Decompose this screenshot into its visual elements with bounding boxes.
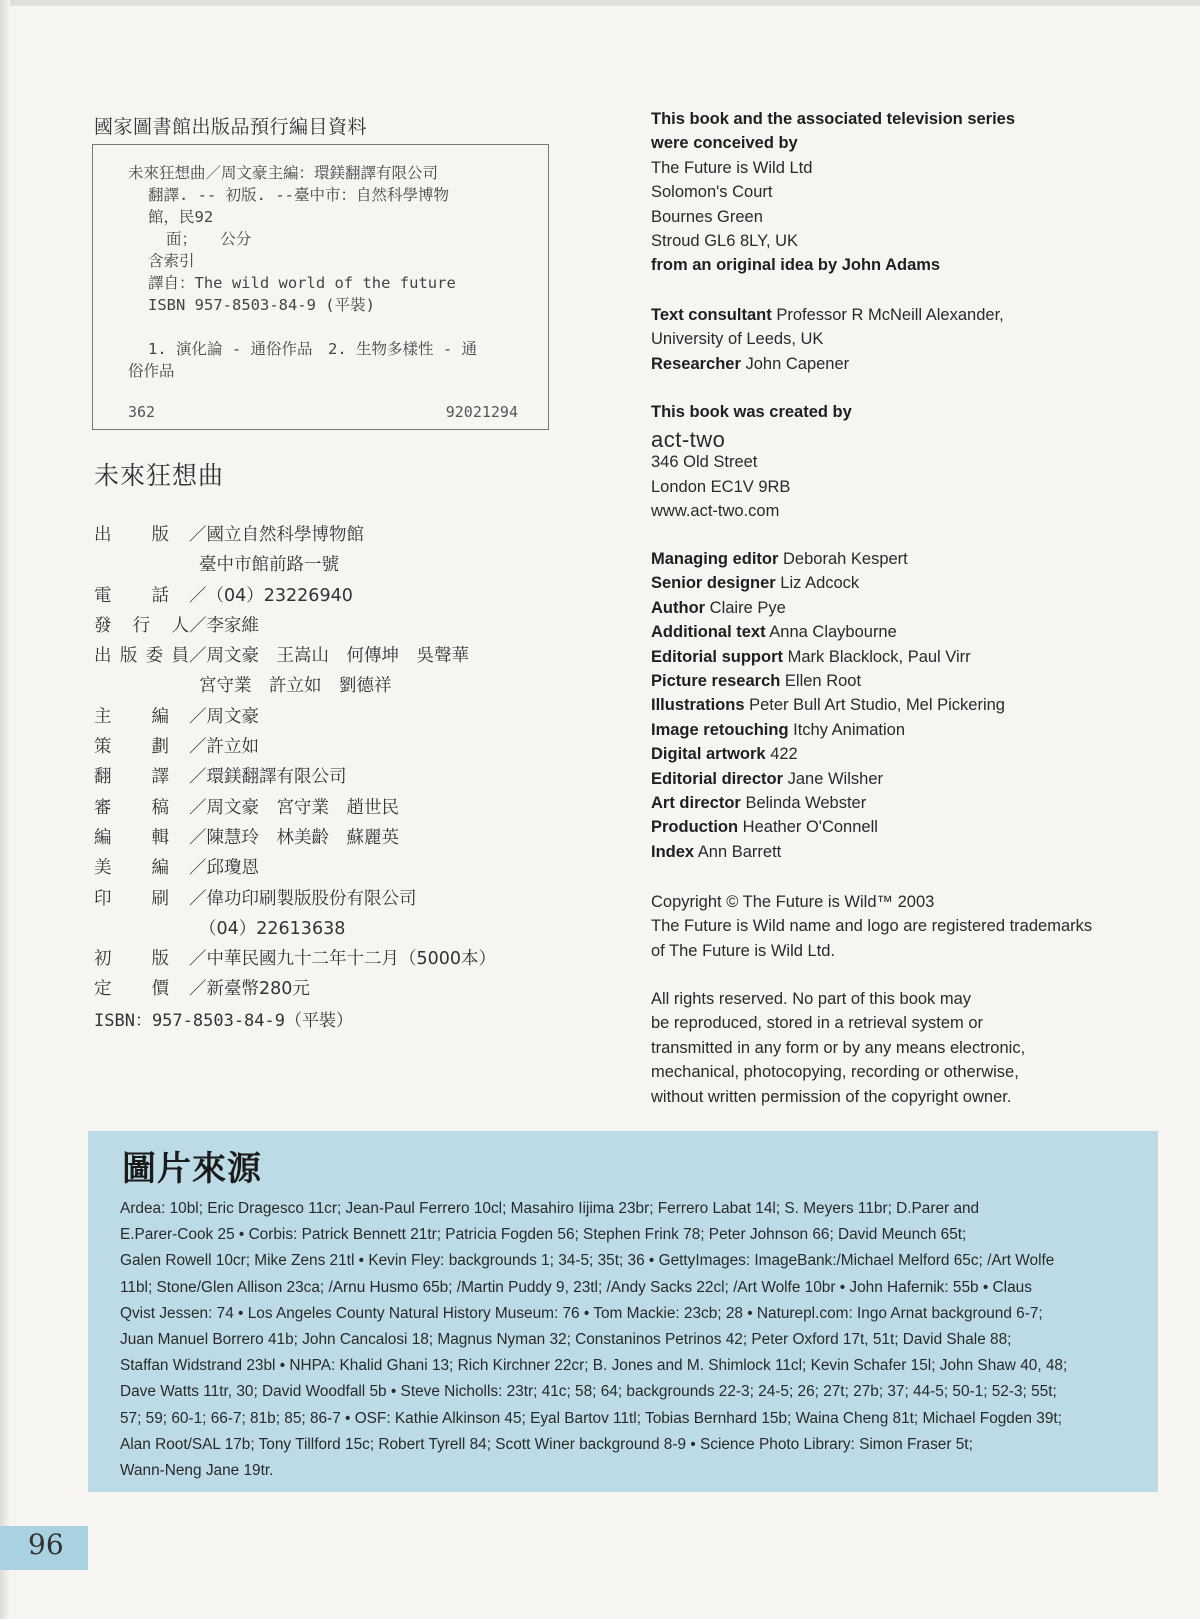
credit-row [94,703,353,733]
credit-value-continued: 宮守業 許立如 劉德祥 [199,676,392,697]
person-name: John Capener [745,354,850,373]
staff-line [651,696,1005,720]
rights-line: transmitted in any form or by any means electronic, [651,1038,1026,1057]
credit-row [94,733,353,763]
person-name: Mark Blacklock, Paul Virr [787,647,971,666]
staff-line [651,648,1005,672]
page-gutter-shadow [0,0,10,1619]
copyright-line: Copyright © The Future is Wild™ 2003 [651,893,935,911]
rights-line: All rights reserved. No part of this book may [651,990,972,1008]
role: Managing editor [651,550,779,568]
credit-label: 美 編 [94,858,169,879]
address-line: Bournes Green [651,207,763,226]
rights-line: without written permission of the copyright owner. [651,1087,1012,1106]
picture-credits-text [120,1196,1130,1484]
credit-label: 電 話 [94,585,169,606]
credit-row [94,915,353,945]
credit-row [94,672,392,702]
role: Researcher [651,354,741,373]
picture-credit-line: 11bl; Stone/Glen Allison 23ca; /Arnu Husmo 65b; /Martin Puddy 9, 23tl; /Andy Sacks 22cl; /Art Wolfe 10br • John Hafernik: 55b • Claus [120,1278,1032,1296]
staff-line [651,574,1005,598]
credit-row [94,794,399,824]
role: Illustrations [651,696,745,715]
credit-label: 出 版 [94,525,169,545]
copyright-line: The Future is Wild name and logo are registered trademarks [651,917,1093,936]
person-name: Ellen Root [784,671,862,690]
credit-value: ／陳慧玲 林美齡 蘇麗英 [189,827,399,848]
rights-line: mechanical, photocopying, recording or otherwise, [651,1063,1019,1082]
rights-line: be reproduced, stored in a retrieval system or [651,1014,983,1033]
role: Text consultant [651,306,772,324]
role: Author [651,598,706,617]
created-by-heading: This book was created by [651,403,852,421]
staff-line [651,794,1005,818]
credit-row [94,612,353,642]
credit-value: ／周文豪 王嵩山 何傳坤 吳聲華 [189,646,469,667]
person-name: Peter Bull Art Studio, Mel Pickering [749,696,1005,715]
website-line: www.act-two.com [651,502,780,521]
picture-credits-box [88,1131,1158,1492]
cip-line: 館，民92 [148,208,214,226]
credit-row [94,521,364,551]
consultant-line [651,330,1004,354]
cip-class-number: 362 [128,403,156,421]
staff-line [651,623,1005,647]
picture-credit-line: Alan Root/SAL 17b; Tony Tillford 15c; Robert Tyrell 84; Scott Winer background 8-9 • Science Photo Library: Simon Fraser 5t; [120,1435,973,1453]
cip-line: 1. 演化論 - 通俗作品 2. 生物多樣性 - 通 [148,340,477,358]
consultant-line [651,306,1004,330]
person-name: Itchy Animation [793,720,906,739]
role: Editorial support [651,647,783,666]
credit-value: ／周文豪 [189,706,259,727]
credit-value: ／周文豪 宮守業 趙世民 [189,797,399,818]
picture-credit-line: Staffan Widstrand 23bl • NHPA: Khalid Ghani 13; Rich Kirchner 22cr; B. Jones and M. Shimlock 11cl; Kevin Schafer 15l; John Shaw 40, 48; [120,1357,1068,1375]
person-name: Liz Adcock [780,574,860,593]
credit-row [94,854,353,884]
consultants-block [651,306,1004,379]
role: Picture research [651,671,781,690]
picture-credit-line: Juan Manuel Borrero 41b; John Cancalosi 18; Magnus Nyman 32; Constaninos Petrinos 42; Peter Oxford 17t, 51t; David Shale 88; [120,1331,1012,1349]
cip-line: 未來狂想曲／周文豪主編：環鎂翻譯有限公司 [128,164,439,182]
staff-line [651,550,1005,574]
staff-line [651,745,1005,769]
cip-line: 俗作品 [128,362,175,380]
credit-value: ／新臺幣280元 [189,979,310,1000]
person-name: Professor R McNeill Alexander, [776,306,1004,324]
person-name: 422 [770,745,798,764]
address-line: Stroud GL6 8LY, UK [651,231,799,250]
picture-credit-line: Dave Watts 11tr, 30; David Woodfall 5b • Steve Nicholls: 23tr; 41c; 58; 64; backgrounds 22-3; 24-5; 26; 27t; 27b; 37; 44-5; 50-1; 52-3; 55t; [120,1383,1057,1401]
credit-row [94,642,469,672]
cip-line: 面； 公分 [166,230,252,248]
created-by-block [651,403,852,527]
credit-value: ／許立如 [189,737,259,758]
credit-row [94,763,353,793]
address-line: Solomon's Court [651,183,773,202]
credit-label: 審 稿 [94,797,169,818]
credit-label: 初 版 [94,949,169,970]
page-number: 96 [28,1528,64,1561]
picture-credit-line: Wann-Neng Jane 19tr. [120,1462,274,1480]
address-line: The Future is Wild Ltd [651,158,813,177]
role: Art director [651,793,741,812]
address-line: 346 Old Street [651,453,758,472]
staff-line [651,818,1005,842]
role: Production [651,818,739,837]
picture-credit-line: Galen Rowell 10cr; Mike Zens 21tl • Kevin Fley: backgrounds 1; 34-5; 35t; 36 • GettyImages: ImageBank:/Michael Melford 65c; /Art Wolfe [120,1252,1055,1270]
person-name: Claire Pye [709,598,786,617]
credit-label: 主 編 [94,706,169,727]
cip-record-number: 92021294 [445,403,518,421]
staff-line [651,599,1005,623]
credit-value: ／偉功印刷製版股份有限公司 [189,888,417,909]
person-name: Belinda Webster [745,793,867,812]
person-name: Anna Claybourne [769,623,897,642]
cip-line: 譯自：The wild world of the future [148,274,456,292]
staff-block [651,550,1005,867]
credit-label: 印 刷 [94,888,169,909]
publication-credits [94,521,497,1036]
credit-value-continued: 臺中市館前路一號 [199,555,339,576]
credit-row [94,975,353,1005]
act-two-logo: act-two [651,427,726,453]
role: Digital artwork [651,745,766,764]
credit-row [94,885,417,915]
credit-value: ／（04）23226940 [189,585,353,606]
conceived-block [651,110,1015,281]
picture-credit-line: 57; 59; 60-1; 66-7; 81b; 85; 86-7 • OSF: Kathie Alkinson 45; Eyal Bartov 11tl; Tobias Bernhard 15b; Waina Cheng 81t; Michael Fogden 39t; [120,1409,1062,1427]
credit-label: 策 劃 [94,737,169,758]
credit-value: ／李家維 [189,615,259,636]
person-name: Ann Barrett [697,842,782,861]
cip-heading: 國家圖書館出版品預行編目資料 [94,116,368,138]
credit-label: 定 價 [94,979,169,1000]
person-name: Heather O'Connell [742,818,878,837]
page-top-edge [0,0,1200,6]
credit-label: 編 輯 [94,827,169,848]
credit-row [94,945,497,975]
role: Additional text [651,623,766,642]
staff-line [651,843,1005,867]
isbn-line: ISBN：957-8503-84-9（平裝） [94,1010,353,1031]
cip-line: ISBN 957-8503-84-9 (平裝) [148,296,375,314]
picture-credit-line: Ardea: 10bl; Eric Dragesco 11cr; Jean-Paul Ferrero 10cl; Masahiro Iijima 23br; Ferrero Labat 14l; S. Meyers 11br; D.Parer and [120,1200,980,1217]
credit-label: 翻 譯 [94,767,169,788]
credit-row [94,551,353,581]
conceived-heading: were conceived by [651,134,798,153]
picture-credit-line: Qvist Jessen: 74 • Los Angeles County Natural History Museum: 76 • Tom Mackie: 23cb; 28 • Naturepl.com: Ingo Arnat background 6-7; [120,1304,1043,1322]
staff-line [651,721,1005,745]
cip-line: 翻譯. -- 初版. --臺中市：自然科學博物 [148,186,449,204]
credit-label: 出 版 委 員 [94,646,189,667]
rights-block [651,990,1025,1112]
person-name: Deborah Kespert [783,550,908,568]
person-name: University of Leeds, UK [651,330,824,349]
role: Index [651,842,695,861]
credit-value: ／環鎂翻譯有限公司 [189,767,347,788]
role: Image retouching [651,720,789,739]
staff-line [651,672,1005,696]
role: Editorial director [651,769,784,788]
address-line: London EC1V 9RB [651,477,791,496]
credit-value: ／國立自然科學博物館 [189,525,364,545]
picture-credits-title: 圖片來源 [122,1149,262,1189]
copyright-block [651,893,1092,966]
book-title: 未來狂想曲 [94,461,225,490]
cip-line: 含索引 [148,252,195,270]
cip-record-box [92,144,549,430]
credit-value: ／邱瓊恩 [189,858,259,879]
credit-label: 發 行 人 [94,615,189,636]
credit-row [94,582,353,612]
credit-value: ／中華民國九十二年十二月（5000本） [189,949,497,970]
original-idea-line: from an original idea by John Adams [651,256,941,275]
conceived-heading: This book and the associated television series [651,110,1016,128]
copyright-line: of The Future is Wild Ltd. [651,941,836,960]
staff-line [651,770,1005,794]
consultant-line [651,355,1004,379]
credit-row [94,824,399,854]
credit-value-continued: （04）22613638 [199,918,346,939]
picture-credit-line: E.Parer-Cook 25 • Corbis: Patrick Bennett 21tr; Patricia Fogden 56; Stephen Frink 78; Peter Johnson 66; David Meunch 65t; [120,1226,967,1244]
role: Senior designer [651,574,776,593]
person-name: Jane Wilsher [787,769,883,788]
